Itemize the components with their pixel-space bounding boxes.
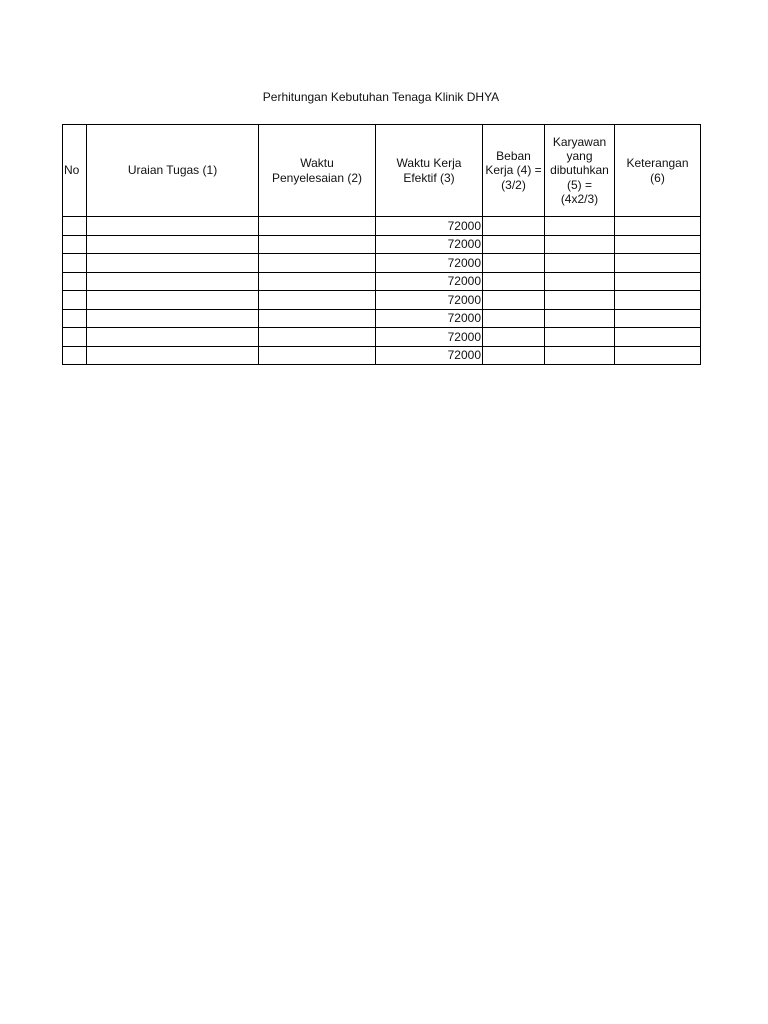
cell-beban-kerja (483, 309, 545, 328)
staffing-table (62, 124, 701, 365)
cell-keterangan (615, 272, 701, 291)
cell-waktu-penyelesaian (259, 291, 376, 310)
cell-no (63, 328, 87, 347)
header-line: No (64, 163, 80, 178)
cell-karyawan-dibutuhkan (545, 235, 615, 254)
table-row (63, 291, 701, 310)
cell-waktu-penyelesaian (259, 328, 376, 347)
header-line: Penyelesaian (2) (271, 170, 363, 185)
cell-uraian-tugas (87, 309, 259, 328)
cell-uraian-tugas (87, 328, 259, 347)
cell-uraian-tugas (87, 254, 259, 273)
cell-keterangan (615, 217, 701, 236)
header-line: Uraian Tugas (1) (127, 163, 218, 178)
cell-keterangan (615, 235, 701, 254)
cell-uraian-tugas (87, 272, 259, 291)
table-row (63, 235, 701, 254)
header-line: (6) (650, 170, 665, 185)
cell-uraian-tugas (87, 235, 259, 254)
cell-waktu-kerja-efektif: 72000 (376, 309, 483, 328)
cell-karyawan-dibutuhkan (545, 272, 615, 291)
header-line: Beban (496, 149, 531, 164)
cell-waktu-penyelesaian (259, 272, 376, 291)
header-line: (5) = (566, 177, 592, 192)
cell-waktu-kerja-efektif: 72000 (376, 272, 483, 291)
cell-beban-kerja (483, 235, 545, 254)
document-title: Perhitungan Kebutuhan Tenaga Klinik DHYA (262, 90, 500, 104)
cell-no (63, 291, 87, 310)
header-line: Efektif (3) (403, 170, 455, 185)
cell-karyawan-dibutuhkan (545, 291, 615, 310)
header-line: Waktu Kerja (396, 156, 462, 171)
header-line: Keterangan (626, 156, 689, 171)
cell-no (63, 254, 87, 273)
cell-karyawan-dibutuhkan (545, 328, 615, 347)
cell-keterangan (615, 254, 701, 273)
header-line: Waktu (300, 156, 334, 171)
header-line: Kerja (4) = (485, 163, 542, 178)
cell-beban-kerja (483, 291, 545, 310)
header-line: (3/2) (501, 177, 526, 192)
header-no (63, 125, 87, 217)
cell-beban-kerja (483, 272, 545, 291)
table-row (63, 309, 701, 328)
cell-waktu-kerja-efektif: 72000 (376, 328, 483, 347)
cell-no (63, 346, 87, 365)
header-line: Karyawan (552, 134, 607, 149)
cell-karyawan-dibutuhkan (545, 254, 615, 273)
header-keterangan (615, 125, 701, 217)
cell-waktu-kerja-efektif: 72000 (376, 291, 483, 310)
cell-beban-kerja (483, 254, 545, 273)
header-line: yang (566, 149, 593, 164)
cell-no (63, 272, 87, 291)
header-line: (4x2/3) (560, 191, 599, 206)
cell-waktu-penyelesaian (259, 346, 376, 365)
table-row (63, 272, 701, 291)
cell-waktu-penyelesaian (259, 235, 376, 254)
cell-beban-kerja (483, 328, 545, 347)
header-karyawan-dibutuhkan (545, 125, 615, 217)
cell-beban-kerja (483, 346, 545, 365)
cell-uraian-tugas (87, 346, 259, 365)
cell-no (63, 235, 87, 254)
header-waktu-kerja-efektif (376, 125, 483, 217)
cell-beban-kerja (483, 217, 545, 236)
header-beban-kerja (483, 125, 545, 217)
cell-waktu-penyelesaian (259, 254, 376, 273)
cell-keterangan (615, 328, 701, 347)
header-uraian-tugas (87, 125, 259, 217)
cell-uraian-tugas (87, 291, 259, 310)
table-row (63, 254, 701, 273)
table-body (63, 217, 701, 365)
cell-waktu-kerja-efektif: 72000 (376, 254, 483, 273)
cell-waktu-penyelesaian (259, 217, 376, 236)
table-row (63, 346, 701, 365)
cell-keterangan (615, 291, 701, 310)
cell-waktu-kerja-efektif: 72000 (376, 235, 483, 254)
cell-waktu-kerja-efektif: 72000 (376, 346, 483, 365)
cell-uraian-tugas (87, 217, 259, 236)
table-row (63, 328, 701, 347)
cell-keterangan (615, 309, 701, 328)
table-row (63, 217, 701, 236)
header-line: dibutuhkan (550, 163, 609, 178)
cell-waktu-kerja-efektif: 72000 (376, 217, 483, 236)
cell-keterangan (615, 346, 701, 365)
cell-waktu-penyelesaian (259, 309, 376, 328)
cell-no (63, 217, 87, 236)
cell-no (63, 309, 87, 328)
cell-karyawan-dibutuhkan (545, 309, 615, 328)
cell-karyawan-dibutuhkan (545, 346, 615, 365)
cell-karyawan-dibutuhkan (545, 217, 615, 236)
header-waktu-penyelesaian (259, 125, 376, 217)
header-row (63, 125, 701, 217)
